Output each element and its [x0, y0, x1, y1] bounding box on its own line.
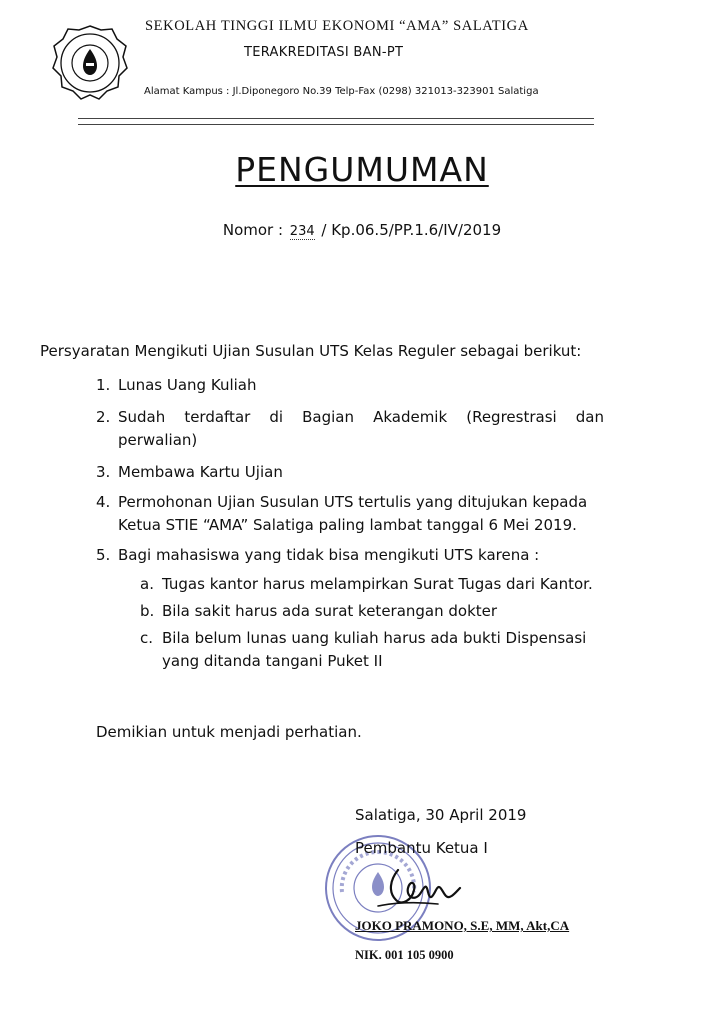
- list-item-number: 4.: [96, 493, 111, 511]
- signer-nik: NIK. 001 105 0900: [355, 948, 454, 962]
- handwritten-signature-icon: [368, 862, 468, 912]
- list-item-number: 1.: [96, 376, 111, 394]
- accreditation-label: TERAKREDITASI BAN-PT: [244, 45, 404, 60]
- sub-list-item-letter: b.: [140, 602, 155, 620]
- list-item-text: Permohonan Ujian Susulan UTS tertulis yang ditujukan kepada: [118, 493, 588, 511]
- list-item-number: 5.: [96, 546, 111, 564]
- signer-name: JOKO PRAMONO, S.E, MM, Akt,CA: [355, 918, 570, 933]
- list-item-text: Membawa Kartu Ujian: [118, 463, 283, 481]
- place-date: Salatiga, 30 April 2019: [355, 806, 527, 824]
- sub-list-item-letter: a.: [140, 575, 154, 593]
- list-item-number: 3.: [96, 463, 111, 481]
- document-number: [0, 221, 724, 240]
- list-item-text-continued: perwalian): [118, 431, 198, 449]
- school-name: SEKOLAH TINGGI ILMU EKONOMI “AMA” SALATIGA: [145, 18, 529, 34]
- list-item-text: Bagi mahasiswa yang tidak bisa mengikuti UTS karena :: [118, 546, 540, 564]
- list-item-text-continued: Ketua STIE “AMA” Salatiga paling lambat tanggal 6 Mei 2019.: [118, 516, 577, 534]
- sub-list-item-text: Bila sakit harus ada surat keterangan dokter: [162, 602, 498, 620]
- sub-list-item-text: Tugas kantor harus melampirkan Surat Tugas dari Kantor.: [162, 575, 593, 593]
- school-logo-icon: [52, 25, 128, 101]
- list-item-text: Sudah terdaftar di Bagian Akademik (Regrestrasi dan: [118, 408, 604, 426]
- closing-sentence: Demikian untuk menjadi perhatian.: [96, 723, 362, 741]
- header-divider: [78, 118, 594, 125]
- list-item-number: 2.: [96, 408, 111, 426]
- number-value: 234: [289, 224, 315, 239]
- page-title: PENGUMUMAN: [235, 150, 489, 189]
- signer-position: Pembantu Ketua I: [355, 839, 488, 857]
- number-reference: / Kp.06.5/PP.1.6/IV/2019: [316, 221, 502, 239]
- sub-list-item-letter: c.: [140, 629, 154, 647]
- campus-address: Alamat Kampus : Jl.Diponegoro No.39 Telp-Fax (0298) 321013-323901 Salatiga: [144, 86, 539, 97]
- sub-list-item-text-continued: yang ditanda tangani Puket II: [162, 652, 383, 670]
- sub-list-item-text: Bila belum lunas uang kuliah harus ada bukti Dispensasi: [162, 629, 587, 647]
- intro-paragraph: Persyaratan Mengikuti Ujian Susulan UTS Kelas Reguler sebagai berikut:: [40, 342, 582, 360]
- number-label: Nomor :: [222, 221, 288, 239]
- list-item-text: Lunas Uang Kuliah: [118, 376, 257, 394]
